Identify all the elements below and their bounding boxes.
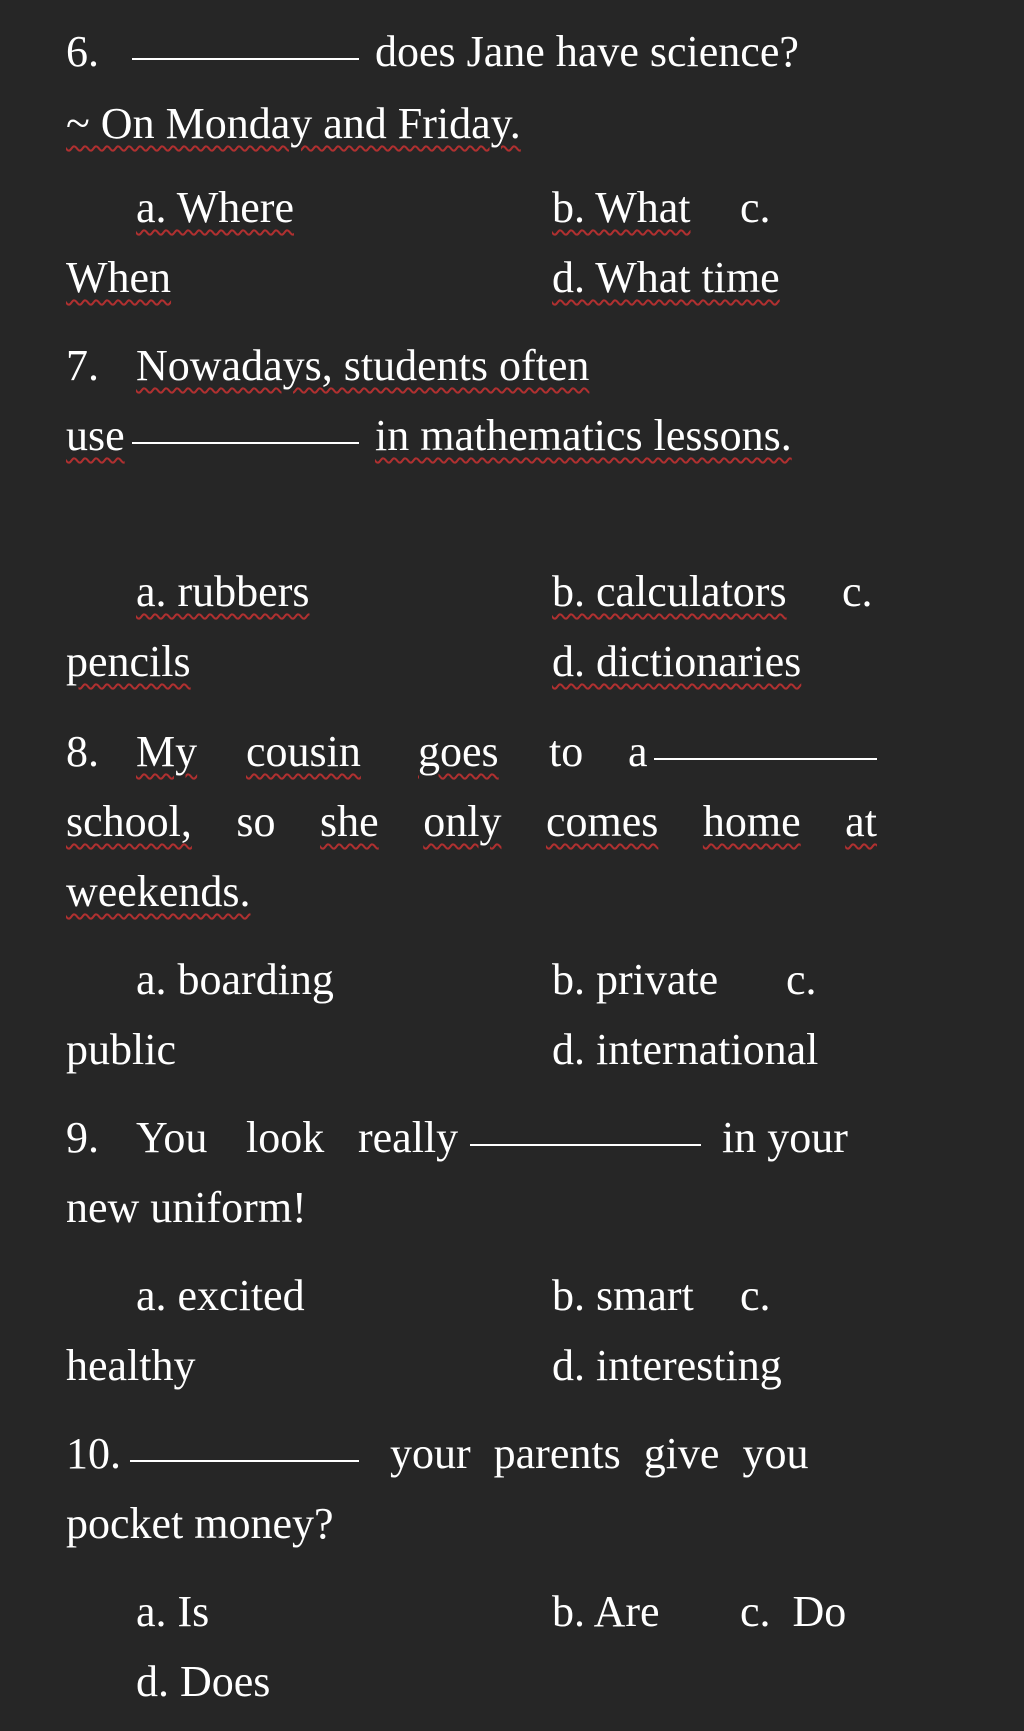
question-10-options-row2 <box>66 1650 946 1714</box>
question-word: home <box>702 797 801 846</box>
option-c: pencils <box>66 637 191 686</box>
question-number: 8. <box>66 727 99 776</box>
question-text: in mathematics lessons. <box>375 411 792 460</box>
question-10-stem-line2 <box>66 1492 946 1556</box>
question-word: really <box>358 1113 459 1162</box>
question-text: Nowadays, students often <box>136 341 590 390</box>
option-d: d. interesting <box>552 1341 782 1390</box>
question-6-options-row1 <box>66 176 946 240</box>
question-9-options-row1 <box>66 1264 946 1328</box>
answer-blank <box>470 1106 701 1146</box>
option-d: d. What time <box>552 253 780 302</box>
question-text: use <box>66 411 125 460</box>
question-7-stem-line1 <box>66 334 946 398</box>
question-word: at <box>845 797 877 846</box>
question-9-stem-line2 <box>66 1176 946 1240</box>
option-b: b. Are <box>552 1587 660 1636</box>
answer-blank <box>654 720 877 760</box>
option-c: When <box>66 253 172 302</box>
question-number: 9. <box>66 1113 99 1162</box>
option-d: d. Does <box>136 1657 271 1706</box>
question-text: new uniform! <box>66 1183 307 1232</box>
question-word: look <box>246 1113 325 1162</box>
question-text: does Jane have science? <box>375 27 799 76</box>
question-8-options-row2 <box>66 1018 946 1082</box>
question-6-answer <box>66 92 946 156</box>
question-7-options-row1 <box>66 560 946 624</box>
question-6-stem <box>66 20 946 84</box>
option-d: d. dictionaries <box>552 637 802 686</box>
question-word: comes <box>545 797 659 846</box>
option-b: b. private <box>552 955 719 1004</box>
question-8-stem-line2 <box>66 790 877 854</box>
question-word: My <box>136 727 198 776</box>
question-7-stem-line2 <box>66 404 946 468</box>
question-word: goes <box>418 727 499 776</box>
question-number: 6. <box>66 27 99 76</box>
answer-blank <box>132 20 359 60</box>
answer-line: ~ On Monday and Friday. <box>66 99 521 148</box>
question-word: school, <box>66 797 192 846</box>
question-word: only <box>423 797 502 846</box>
option-c-marker: c. <box>842 567 873 616</box>
answer-blank <box>132 404 359 444</box>
question-9-stem-line1 <box>66 1106 946 1170</box>
answer-blank <box>130 1422 359 1462</box>
option-a: a. Where <box>136 183 294 232</box>
option-d: d. international <box>552 1025 819 1074</box>
question-number: 7. <box>66 341 99 390</box>
option-c: c. Do <box>740 1587 847 1636</box>
question-8-stem-line1 <box>66 720 946 784</box>
question-text: pocket money? <box>66 1499 334 1548</box>
option-a: a. excited <box>136 1271 305 1320</box>
option-b: b. calculators <box>552 567 787 616</box>
question-number: 10. <box>66 1429 121 1478</box>
option-a: a. boarding <box>136 955 334 1004</box>
option-a: a. Is <box>136 1587 210 1636</box>
question-10-options-row1 <box>66 1580 946 1644</box>
question-6-options-row2 <box>66 246 946 310</box>
question-8-options-row1 <box>66 948 946 1012</box>
option-c-marker: c. <box>740 183 771 232</box>
question-9-options-row2 <box>66 1334 946 1398</box>
option-b: b. smart <box>552 1271 694 1320</box>
option-c: healthy <box>66 1341 196 1390</box>
question-text: your parents give you <box>390 1429 809 1478</box>
question-word: she <box>320 797 379 846</box>
option-a: a. rubbers <box>136 567 310 616</box>
option-c-marker: c. <box>786 955 817 1004</box>
option-b: b. What <box>552 183 691 232</box>
question-word: You <box>136 1113 208 1162</box>
question-text: weekends. <box>66 867 251 916</box>
question-10-stem-line1 <box>66 1422 946 1486</box>
question-7-options-row2 <box>66 630 946 694</box>
question-word: cousin <box>246 727 361 776</box>
question-text: in your <box>722 1113 848 1162</box>
question-word: so <box>236 797 276 846</box>
option-c: public <box>66 1025 176 1074</box>
question-word: to <box>549 727 584 776</box>
question-word: a <box>628 727 648 776</box>
question-8-stem-line3 <box>66 860 946 924</box>
option-c-marker: c. <box>740 1271 771 1320</box>
